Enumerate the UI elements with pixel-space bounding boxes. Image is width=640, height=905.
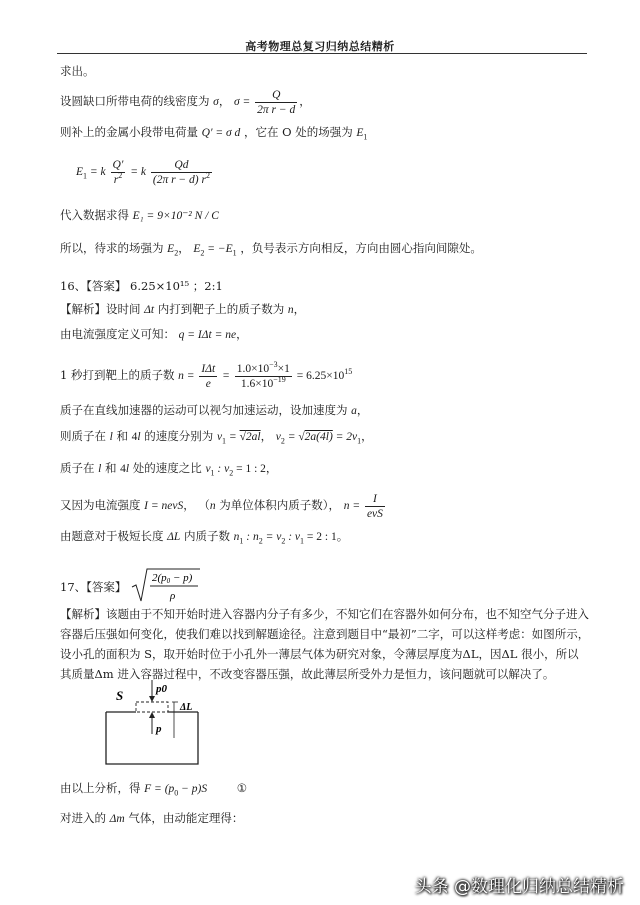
text-line: 则质子在 l 和 4l 的速度分别为 $v_1 = √2al$， $v_2 = √2a(4l) = 2v_1$， [60,429,373,446]
text-fragment: 又因为电流强度 [60,498,141,513]
answer-16 [60,278,223,294]
header-rule [57,53,587,54]
formula-v1: $v_1 = √2al$ [216,431,261,446]
formula-force: $F = (p_0 - p)S$ [144,783,208,798]
formula-dm: Δm [109,813,125,825]
text-line: 【解析】设时间 Δt 内打到靶子上的质子数为 n， [60,302,306,316]
figure-label-p: p [156,723,162,735]
answer-value: 6.25×10¹⁵ ；2:1 [130,279,223,293]
formula-count-ratio: $n_1$ : $n_2 = v_2$ : $v_1 = 2$ : 1 [233,531,337,546]
text-fragment: 和 [116,429,129,443]
text-fragment: 所以，待求的场强为 [60,241,164,255]
text-line: 由电流强度定义可知： q = IΔt = ne， [60,327,248,341]
equation-number: ① [236,781,248,795]
page-header-title: 高考物理总复习归纳总结精析 [245,40,395,53]
text-fragment: 则质子在 [60,429,106,443]
formula-e1-symbol: $E_1$ [356,127,368,142]
text-fragment: （ [198,498,210,513]
text-fragment: ，它在 O 处的场强为 [243,125,353,139]
text-fragment: 【解析】设时间 [60,302,141,316]
formula-sigma: σ [213,96,219,109]
text-line [60,207,219,224]
text-fragment: 由题意对于极短长度 [60,529,164,543]
text-line [60,780,247,797]
text-fragment: 气体，由动能定理得： [128,811,244,825]
answer-label: 17、【答案】 [60,580,127,594]
formula-4l: 4l [131,431,141,443]
text-fragment: 内质子数 [183,529,230,543]
text-line [60,362,352,391]
text-fragment: 则补上的金属小段带电荷量 [60,125,198,139]
formula-proton-count: n = $\frac{\text{IΔt}}{e}$ = $\frac{1.0\times 10^{-3}\times 1}{1.6\times 10^{-19}}$ = $6.25\times 10^{15}$ [178,360,353,390]
svg-text:2(p0 − p): 2(p0 − p) [152,572,193,585]
text-fragment: 由电流强度定义可知： [60,327,175,341]
text-line: 设圆缺口所带电荷的线密度为 σ， σ = $\frac{Q}{\text{2π r − d}}$ ， [60,89,311,116]
text-fragment: 内打到靶子上的质子数为 [157,302,285,316]
text-fragment: 由以上分析，得 [60,781,141,795]
formula-dt: Δt [144,304,155,316]
formula-n: n [287,304,294,316]
formula-charge: Q′ = σ d [201,127,241,139]
formula-n: n [209,500,216,513]
answer-label: 16、【答案】 [60,279,127,293]
text-line: 又因为电流强度 I = nevS， （n 为单位体积内质子数）， n = $\frac{I}{\text{evS}}$ [60,492,387,521]
answer-17 [60,567,202,609]
formula-i-nevs: I = nevS [144,500,184,513]
text-line: 质子在直线加速器的运动可以视匀加速运动，设加速度为 a， [60,403,369,417]
text-fragment: 1 秒打到靶上的质子数 [60,368,175,383]
text-fragment: 的速度分别为 [144,429,214,443]
text-line: 质子在 l 和 4l 处的速度之比 $v_1$ : $v_2 = 1$ : 2， [60,461,278,478]
container-figure [96,678,206,768]
formula-e2: $E_2$ [167,243,179,258]
svg-text:ρ: ρ [170,590,176,602]
text-line: 由题意对于极短长度 ΔL 内质子数 $n_1$ : $n_2 = v_2$ : $v_1 = 2$ : 1。 [60,529,349,546]
analysis-paragraph: 【解析】该题由于不知开始时进入容器内分子有多少，不知它们在容器外如何分布，也不知空气分子进入容器后压强如何变化，使我们难以找到解题途径。注意到题目中“最初”二字，可以这样考虑：如图所示，设小孔的面积为 S，取开始时位于小孔外一薄层气体为研究对象，令薄层厚度为ΔL，因ΔL 很小，所以其质量Δm 进入容器过程中，不改变容器压强，故此薄层所受外力是恒力，该问题就可以解决了。 [60,607,590,681]
text-fragment: 处的速度之比 [132,461,202,475]
text-line [60,124,367,141]
text-fragment: 设圆缺口所带电荷的线密度为 [60,94,210,109]
formula-dL: ΔL [167,531,181,543]
text-fragment: 质子在 [60,461,95,475]
text-line: 所以，待求的场强为 $E_2$， $E_2 = -E_1$ ，负号表示方向相反，方向由圆心指向间隙处。 [60,241,482,258]
text-fragment: 和 [105,461,117,475]
formula-e1-expression: $E_1 = k$ $\frac{Q'}{r^2}$ = k $\frac{Qd}{(2\pi r - d) r^2}$ [76,159,210,186]
text-fragment: 质子在直线加速器的运动可以视匀加速运动，设加速度为 [60,403,348,417]
formula-velocity-ratio: $v_1$ : $v_2 = 1$ : 2 [205,463,266,478]
text-fragment: 为单位体积内质子数）， [219,498,341,513]
formula-l: l [98,463,102,475]
formula-sigma-def: σ = $\frac{Q}{\text{2π r − d}}$ [233,89,296,116]
text-fragment: ，负号表示方向相反，方向由圆心指向间隙处。 [240,241,482,255]
figure-label-p0: p0 [156,683,167,695]
text-line [60,810,243,827]
formula-e2-eq: $E_2 = -E_1$ [193,243,237,258]
formula-v2: $v_2 = √2a(4l) = 2v_1$ [275,431,362,446]
text-line: 求出。 [60,64,95,78]
figure-label-dl: ΔL [180,702,193,713]
text-fragment: 代入数据求得 [60,208,129,222]
formula-n-expr: n = $\frac{I}{\text{evS}}$ [343,493,383,520]
formula-e1-value: E₁ = 9×10⁻² N / C [132,210,219,222]
formula-current-def: q = IΔt = ne [178,329,237,341]
figure-label-s: S [116,688,124,703]
watermark: 头条 @数理化归纳总结精析 [414,877,624,897]
formula-l: l [109,431,113,443]
formula-answer-17 [130,567,202,609]
formula-4l: 4l [120,463,130,475]
text-fragment: 对进入的 [60,811,106,825]
formula-a: a [351,405,357,417]
